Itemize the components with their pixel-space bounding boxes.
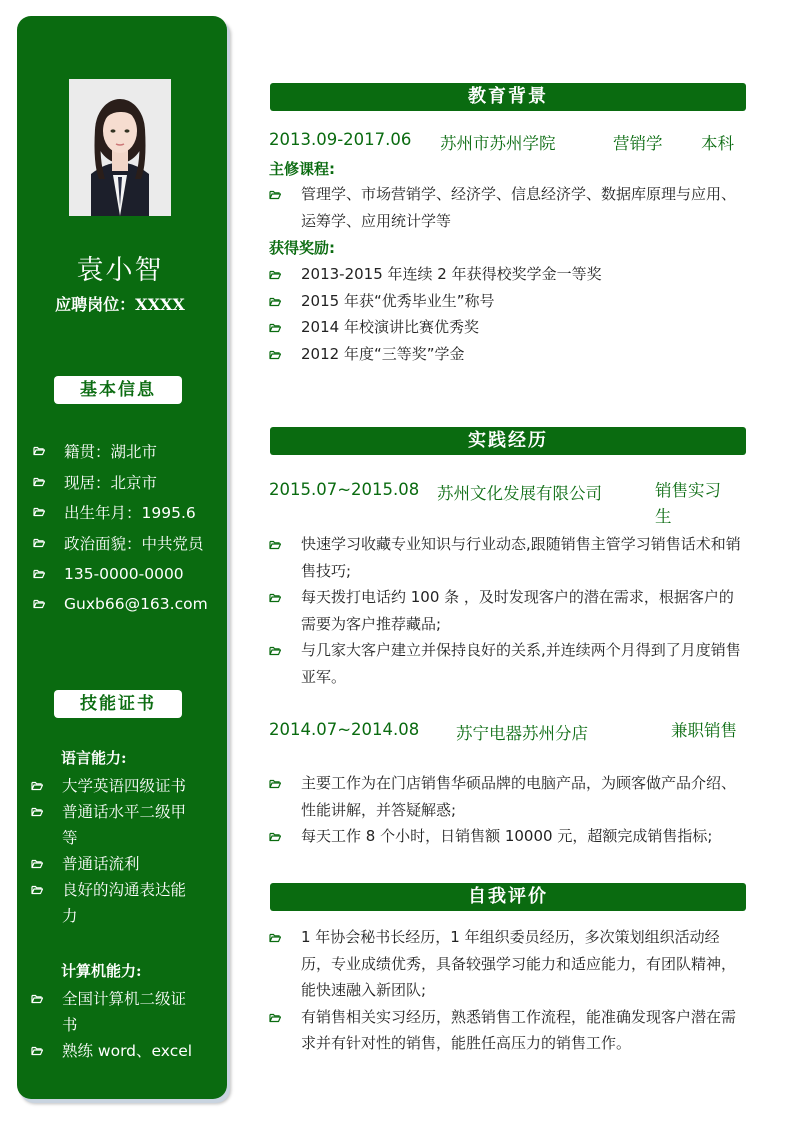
open-folder-icon (269, 297, 281, 307)
company-name: 苏宁电器苏州分店 (456, 724, 588, 743)
list-item: 大学英语四级证书 (31, 773, 211, 799)
awards-list (269, 261, 745, 367)
open-folder-icon (269, 540, 281, 550)
list-item: 主要工作为在门店销售华硕品牌的电脑产品，为顾客做产品介绍、性能讲解，并答疑解惑; (269, 770, 745, 823)
list-item: 与几家大客户建立并保持良好的关系,并连续两个月得到了月度销售亚军。 (269, 637, 745, 690)
language-skills-list (31, 773, 211, 929)
list-item: 良好的沟通表达能力 (31, 877, 211, 929)
company-name: 苏州文化发展有限公司 (437, 484, 602, 503)
school-name: 苏州市苏州学院 (440, 134, 556, 153)
applied-position: 应聘岗位：XXXX (55, 295, 185, 314)
list-item: 政治面貌：中共党员 (33, 528, 208, 559)
open-folder-icon (31, 807, 43, 817)
computer-skills-list (31, 986, 211, 1064)
open-folder-icon (31, 1046, 43, 1056)
list-item: 出生年月：1995.6 (33, 497, 208, 528)
job-duties-list (269, 770, 745, 850)
list-item: 2014 年校演讲比赛优秀奖 (269, 314, 745, 341)
degree: 本科 (701, 134, 734, 153)
list-item: 全国计算机二级证书 (31, 986, 211, 1038)
job-role: 销售实习生 (655, 481, 721, 526)
list-item: 有销售相关实习经历，熟悉销售工作流程，能准确发现客户潜在需求并有针对性的销售，能胜任高压力的销售工作。 (269, 1004, 745, 1057)
open-folder-icon (269, 779, 281, 789)
open-folder-icon (269, 832, 281, 842)
computer-skills-title: 计算机能力: (61, 962, 142, 980)
job-duties-list (269, 531, 745, 690)
basic-info-list (33, 436, 208, 620)
list-item: 快速学习收藏专业知识与行业动态,跟随销售主管学习销售话术和销售技巧; (269, 531, 745, 584)
self-eval-heading: 自我评价 (270, 883, 746, 911)
job-period: 2014.07~2014.08 (269, 720, 420, 739)
list-item: 2013-2015 年连续 2 年获得校奖学金一等奖 (269, 261, 745, 288)
list-item: 现居：北京市 (33, 467, 208, 498)
open-folder-icon (269, 190, 281, 200)
open-folder-icon (269, 270, 281, 280)
open-folder-icon (33, 507, 45, 517)
courses-list (269, 181, 745, 234)
list-item: 2012 年度“三等奖”学金 (269, 341, 745, 368)
list-item: 熟练 word、excel (31, 1038, 211, 1064)
open-folder-icon (269, 1013, 281, 1023)
education-heading: 教育背景 (270, 83, 746, 111)
awards-label: 获得奖励: (269, 239, 335, 257)
courses-label: 主修课程: (269, 160, 335, 178)
list-item: 每天工作 8 个小时，日销售额 10000 元，超额完成销售指标; (269, 823, 745, 850)
list-item: 普通话水平二级甲等 (31, 799, 211, 851)
open-folder-icon (269, 593, 281, 603)
open-folder-icon (31, 994, 43, 1004)
candidate-name: 袁小智 (76, 255, 164, 286)
major: 营销学 (613, 134, 663, 153)
list-item: 每天拨打电话约 100 条 ，及时发现客户的潜在需求，根据客户的需要为客户推荐藏品; (269, 584, 745, 637)
phone-item: 135-0000-0000 (33, 558, 208, 589)
open-folder-icon (269, 323, 281, 333)
list-item: 普通话流利 (31, 851, 211, 877)
language-skills-title: 语言能力: (61, 749, 127, 767)
job-period: 2015.07~2015.08 (269, 480, 420, 499)
profile-photo (69, 79, 171, 216)
open-folder-icon (31, 885, 43, 895)
sidebar (17, 16, 227, 1099)
open-folder-icon (269, 933, 281, 943)
basic-info-heading: 基本信息 (54, 376, 182, 404)
list-item: 2015 年获“优秀毕业生”称号 (269, 288, 745, 315)
list-item: 管理学、市场营销学、经济学、信息经济学、数据库原理与应用、运筹学、应用统计学等 (269, 181, 745, 234)
email-item: Guxb66@163.com (33, 589, 208, 620)
open-folder-icon (33, 446, 45, 456)
open-folder-icon (269, 350, 281, 360)
skills-heading: 技能证书 (54, 690, 182, 718)
list-item: 籍贯：湖北市 (33, 436, 208, 467)
open-folder-icon (33, 477, 45, 487)
self-eval-list (269, 924, 745, 1057)
open-folder-icon (33, 599, 45, 609)
list-item: 1 年协会秘书长经历，1 年组织委员经历，多次策划组织活动经历，专业成绩优秀，具备较强学习能力和适应能力，有团队精神，能快速融入新团队; (269, 924, 745, 1004)
open-folder-icon (31, 859, 43, 869)
job-role: 兼职销售 (671, 721, 737, 740)
practice-heading: 实践经历 (270, 427, 746, 455)
education-period: 2013.09-2017.06 (269, 130, 412, 149)
open-folder-icon (31, 781, 43, 791)
open-folder-icon (33, 569, 45, 579)
open-folder-icon (269, 646, 281, 656)
open-folder-icon (33, 538, 45, 548)
